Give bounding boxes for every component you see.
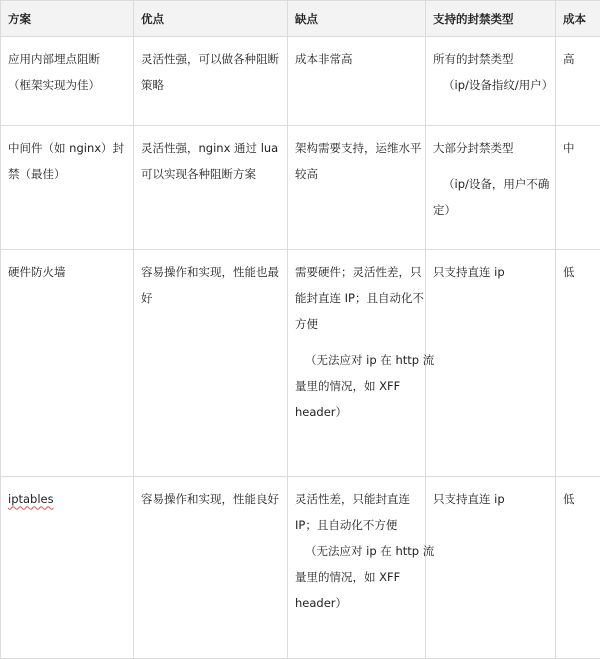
cell-line: （框架实现为佳）	[8, 78, 100, 92]
cell-block-types	[426, 37, 556, 126]
cell-scheme	[1, 476, 134, 658]
cell-line: （ip/设备，用户不确	[443, 177, 550, 192]
cell-line: （无法应对 ip 在 http 流	[305, 352, 435, 367]
header-row	[1, 1, 600, 37]
cell-cost: 低	[556, 249, 600, 476]
cell-line: 能封直连 IP；且自动化不	[295, 290, 424, 305]
cell-block-types	[426, 126, 556, 250]
cell-pros	[134, 476, 288, 658]
cell-line: 量里的情况，如 XFF	[295, 569, 401, 584]
cell-line: 灵活性差，只能封直连	[295, 491, 410, 506]
cell-scheme	[1, 249, 134, 476]
cell-line: 好	[141, 290, 153, 305]
cell-line: 硬件防火墙	[8, 264, 66, 279]
cell-line: 应用内部埋点阻断	[8, 52, 100, 66]
cell-cons	[288, 37, 426, 126]
header-cons: 缺点	[288, 1, 426, 37]
cell-line: 可以实现各种阻断方案	[141, 167, 256, 182]
cell-cost: 高	[556, 37, 600, 126]
cell-line: iptables	[8, 491, 54, 506]
cell-block-types	[426, 249, 556, 476]
cell-line: 方便	[295, 316, 318, 331]
cell-line: 架构需要支持，运维水平	[295, 141, 422, 156]
cell-line: 量里的情况，如 XFF	[295, 378, 401, 393]
cell-pros	[134, 37, 288, 126]
cell-cons	[288, 476, 435, 658]
header-cost: 成本	[556, 1, 600, 37]
header-pros: 优点	[134, 1, 288, 37]
cell-line: 灵活性强，nginx 通过 lua	[141, 141, 279, 156]
cell-block-types	[426, 476, 556, 658]
cell-line: IP；且自动化不方便	[295, 517, 398, 532]
table-row	[1, 126, 600, 250]
cell-line: 定）	[433, 203, 456, 218]
cell-line: 需要硬件；灵活性差，只	[295, 264, 422, 279]
cell-line: 灵活性强，可以做各种阻断	[141, 52, 279, 66]
cell-line: 中间件（如 nginx）封	[8, 141, 125, 156]
header-scheme: 方案	[1, 1, 134, 37]
cell-line: （ip/设备指纹/用户）	[443, 78, 554, 92]
cell-line: 容易操作和实现，性能也最	[141, 264, 279, 279]
cell-line: 所有的封禁类型	[433, 52, 514, 66]
cell-line: 只支持直连 ip	[433, 264, 505, 279]
cell-line: header）	[295, 404, 348, 419]
cell-line: 成本非常高	[295, 52, 353, 66]
cell-line: header）	[295, 595, 348, 610]
cell-cost: 低	[556, 476, 600, 658]
cell-cost: 中	[556, 126, 600, 250]
cell-line: 较高	[295, 167, 318, 182]
cell-cons	[288, 126, 426, 250]
cell-cons	[288, 249, 435, 476]
cell-line: 容易操作和实现，性能良好	[141, 491, 279, 506]
cell-line: 只支持直连 ip	[433, 491, 505, 506]
header-block-types: 支持的封禁类型	[426, 1, 556, 37]
cell-pros	[134, 126, 288, 250]
cell-line: 策略	[141, 78, 164, 92]
cell-line: 大部分封禁类型	[433, 141, 514, 156]
cell-pros	[134, 249, 288, 476]
cell-scheme	[1, 37, 134, 126]
table-row	[1, 37, 600, 126]
cell-line: （无法应对 ip 在 http 流	[305, 543, 435, 558]
cell-scheme	[1, 126, 134, 250]
table-row	[1, 476, 600, 658]
table-row	[1, 249, 600, 476]
cell-line: 禁（最佳）	[8, 167, 66, 182]
